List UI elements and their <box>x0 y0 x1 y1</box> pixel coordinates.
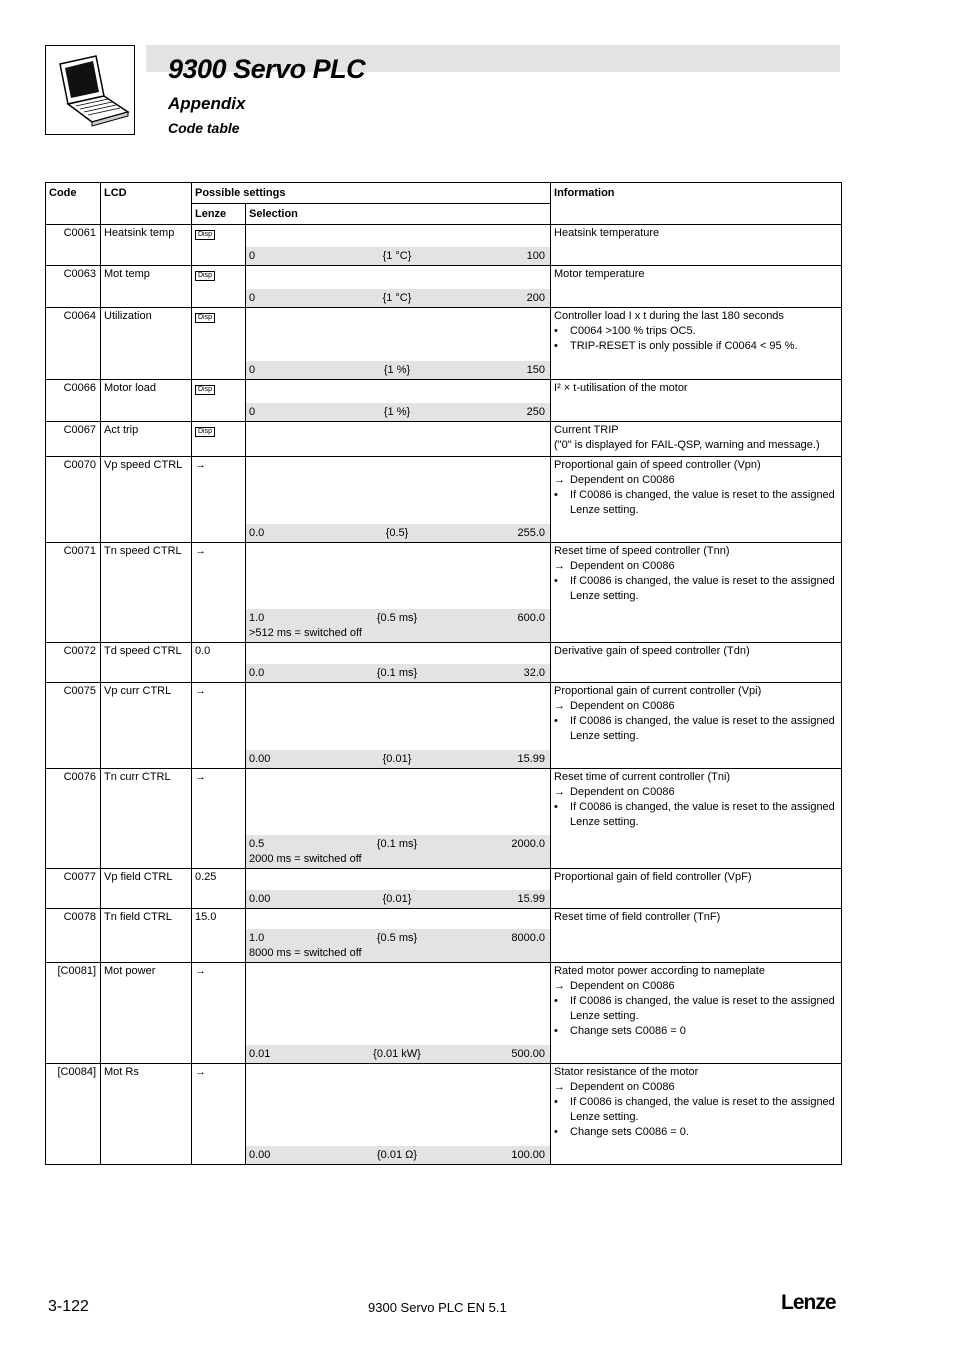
information-cell <box>551 1064 842 1165</box>
selection-spacer <box>246 1064 550 1146</box>
lenze-value: → <box>195 1066 206 1078</box>
selection-spacer <box>246 308 550 361</box>
header-possible-settings: Possible settings <box>192 183 551 204</box>
bullet-marker: • <box>554 1126 558 1138</box>
information-cell <box>551 308 842 380</box>
lenze-value: → <box>195 965 206 977</box>
selection-range <box>246 609 550 642</box>
selection-cell <box>246 457 551 543</box>
selection-wrap <box>246 1064 550 1164</box>
bullet-marker: • <box>554 489 558 501</box>
info-list-item <box>554 488 838 518</box>
info-list-item <box>554 559 838 574</box>
selection-spacer <box>246 963 550 1045</box>
lenze-cell <box>192 422 246 457</box>
info-line: Reset time of speed controller (Tnn) <box>554 545 730 557</box>
info-list-item <box>554 785 838 800</box>
range-note: >512 ms = switched off <box>249 627 362 639</box>
info-text: If C0086 is changed, the value is reset to the assigned Lenze setting. <box>570 715 835 742</box>
table-row <box>46 963 842 1064</box>
info-list-item <box>554 800 838 830</box>
range-max: 500.00 <box>511 1048 546 1060</box>
arrow-marker: → <box>554 560 566 572</box>
lenze-value: 0.25 <box>195 871 217 883</box>
selection-spacer <box>246 869 550 890</box>
table-row <box>46 769 842 869</box>
range-step: {1 °C} <box>382 292 412 304</box>
info-line: Reset time of field controller (TnF) <box>554 911 721 923</box>
selection-cell <box>246 643 551 683</box>
code-cell: C0076 <box>46 769 101 869</box>
page-title: 9300 Servo PLC <box>168 54 366 84</box>
lenze-cell <box>192 457 246 543</box>
information-cell <box>551 643 842 683</box>
range-min: 0.5 <box>249 838 265 850</box>
info-text: Dependent on C0086 <box>570 560 675 572</box>
information-cell <box>551 963 842 1064</box>
range-step: {1 %} <box>383 364 411 376</box>
header-information: Information <box>551 183 842 225</box>
table-row <box>46 422 842 457</box>
info-text: If C0086 is changed, the value is reset to the assigned Lenze setting. <box>570 801 835 828</box>
selection-cell <box>246 683 551 769</box>
disp-badge: Disp <box>195 271 215 281</box>
info-text: C0064 >100 % trips OC5. <box>570 325 696 337</box>
bullet-marker: • <box>554 1096 558 1108</box>
code-cell: C0071 <box>46 543 101 643</box>
table-row <box>46 543 842 643</box>
table-row <box>46 643 842 683</box>
table-row <box>46 909 842 963</box>
info-text: If C0086 is changed, the value is reset to the assigned Lenze setting. <box>570 1096 835 1123</box>
information-cell <box>551 769 842 869</box>
table-row <box>46 308 842 380</box>
selection-range <box>246 361 550 379</box>
code-cell: C0070 <box>46 457 101 543</box>
selection-spacer <box>246 266 550 289</box>
info-text: Change sets C0086 = 0 <box>570 1025 686 1037</box>
selection-cell <box>246 909 551 963</box>
lcd-cell: Tn field CTRL <box>101 909 192 963</box>
lcd-cell: Vp speed CTRL <box>101 457 192 543</box>
information-cell <box>551 543 842 643</box>
selection-range <box>246 750 550 768</box>
info-line: Proportional gain of speed controller (Vpn) <box>554 459 761 471</box>
information-cell <box>551 909 842 963</box>
lcd-cell: Utilization <box>101 308 192 380</box>
range-max: 32.0 <box>523 667 546 679</box>
info-list-item <box>554 574 838 604</box>
selection-wrap <box>246 266 550 307</box>
selection-range <box>246 890 550 908</box>
document-id: 9300 Servo PLC EN 5.1 <box>368 1300 507 1315</box>
range-max: 8000.0 <box>511 932 546 944</box>
range-min: 0.00 <box>249 753 271 765</box>
range-step: {1 °C} <box>382 250 412 262</box>
bullet-marker: • <box>554 575 558 587</box>
selection-wrap <box>246 308 550 379</box>
selection-wrap <box>246 869 550 908</box>
info-list-item <box>554 1024 838 1039</box>
info-line: Current TRIP <box>554 424 619 436</box>
selection-wrap <box>246 683 550 768</box>
header-lenze: Lenze <box>192 204 246 225</box>
selection-spacer <box>246 643 550 664</box>
range-step: {0.1 ms} <box>376 838 418 850</box>
code-cell: C0064 <box>46 308 101 380</box>
range-note: 2000 ms = switched off <box>249 853 362 865</box>
table-row <box>46 266 842 308</box>
information-cell <box>551 457 842 543</box>
lenze-cell <box>192 643 246 683</box>
lenze-cell <box>192 683 246 769</box>
lenze-cell <box>192 225 246 266</box>
information-cell <box>551 422 842 457</box>
code-cell: C0075 <box>46 683 101 769</box>
selection-wrap <box>246 457 550 542</box>
selection-wrap <box>246 909 550 962</box>
lenze-cell <box>192 266 246 308</box>
info-line: Stator resistance of the motor <box>554 1066 699 1078</box>
code-cell: C0061 <box>46 225 101 266</box>
information-cell <box>551 380 842 422</box>
selection-spacer <box>246 543 550 609</box>
lenze-cell <box>192 963 246 1064</box>
information-cell <box>551 266 842 308</box>
range-min: 0.0 <box>249 667 265 679</box>
range-min: 0.01 <box>249 1048 271 1060</box>
selection-cell <box>246 225 551 266</box>
selection-spacer <box>246 225 550 247</box>
disp-badge: Disp <box>195 230 215 240</box>
range-step: {0.01} <box>382 753 412 765</box>
lenze-value: → <box>195 459 206 471</box>
lcd-cell: Tn speed CTRL <box>101 543 192 643</box>
bullet-marker: • <box>554 995 558 1007</box>
information-cell <box>551 869 842 909</box>
selection-cell <box>246 869 551 909</box>
disp-badge: Disp <box>195 313 215 323</box>
lenze-value: 0.0 <box>195 645 211 657</box>
range-max: 255.0 <box>517 527 546 539</box>
selection-spacer <box>246 380 550 403</box>
selection-wrap <box>246 380 550 421</box>
arrow-marker: → <box>554 700 566 712</box>
info-text: Change sets C0086 = 0. <box>570 1126 689 1138</box>
bullet-marker: • <box>554 1025 558 1037</box>
code-cell: C0072 <box>46 643 101 683</box>
selection-spacer <box>246 422 550 455</box>
range-step: {0.5 ms} <box>376 932 418 944</box>
info-line: Rated motor power according to nameplate <box>554 965 765 977</box>
info-list-item <box>554 1080 838 1095</box>
selection-cell <box>246 380 551 422</box>
range-step: {0.1 ms} <box>376 667 418 679</box>
info-list-item <box>554 1095 838 1125</box>
range-max: 100.00 <box>511 1149 546 1161</box>
range-step: {0.01 Ω} <box>376 1149 418 1161</box>
range-min: 0 <box>249 292 256 304</box>
disp-badge: Disp <box>195 385 215 395</box>
range-min: 0 <box>249 250 256 262</box>
range-min: 0.0 <box>249 527 265 539</box>
arrow-marker: → <box>554 474 566 486</box>
lcd-cell: Heatsink temp <box>101 225 192 266</box>
lenze-cell <box>192 308 246 380</box>
lenze-value: → <box>195 771 206 783</box>
range-step: {0.5 ms} <box>376 612 418 624</box>
range-max: 200 <box>526 292 546 304</box>
info-line: Controller load I x t during the last 180 seconds <box>554 310 784 322</box>
info-text: If C0086 is changed, the value is reset to the assigned Lenze setting. <box>570 489 835 516</box>
selection-range <box>246 524 550 542</box>
range-min: 0 <box>249 364 256 376</box>
selection-range <box>246 247 550 265</box>
lcd-cell: Mot Rs <box>101 1064 192 1165</box>
info-line: Motor temperature <box>554 268 645 280</box>
arrow-marker: → <box>554 786 566 798</box>
range-max: 150 <box>526 364 546 376</box>
range-step: {1 %} <box>383 406 411 418</box>
brand-logo: Lenze <box>781 1291 836 1314</box>
subsection-title: Code table <box>168 120 240 136</box>
selection-cell <box>246 266 551 308</box>
range-step: {0.01} <box>382 893 412 905</box>
selection-spacer <box>246 909 550 929</box>
info-line: Derivative gain of speed controller (Tdn) <box>554 645 750 657</box>
range-min: 1.0 <box>249 932 265 944</box>
selection-range <box>246 835 550 868</box>
range-max: 2000.0 <box>511 838 546 850</box>
range-max: 250 <box>526 406 546 418</box>
selection-cell <box>246 308 551 380</box>
selection-cell <box>246 963 551 1064</box>
range-max: 100 <box>526 250 546 262</box>
info-text: If C0086 is changed, the value is reset to the assigned Lenze setting. <box>570 995 835 1022</box>
selection-range <box>246 403 550 421</box>
info-list-item <box>554 979 838 994</box>
selection-wrap <box>246 643 550 682</box>
lcd-cell: Td speed CTRL <box>101 643 192 683</box>
code-cell: [C0084] <box>46 1064 101 1165</box>
table-row <box>46 1064 842 1165</box>
arrow-marker: → <box>554 1081 566 1093</box>
info-list-item <box>554 994 838 1024</box>
info-list-item <box>554 473 838 488</box>
code-cell: [C0081] <box>46 963 101 1064</box>
range-min: 0.00 <box>249 1149 271 1161</box>
info-line: I² × t-utilisation of the motor <box>554 382 688 394</box>
info-list-item <box>554 324 838 339</box>
selection-wrap <box>246 543 550 642</box>
lenze-cell <box>192 869 246 909</box>
selection-wrap <box>246 225 550 265</box>
info-text: Dependent on C0086 <box>570 474 675 486</box>
table-row <box>46 225 842 266</box>
selection-wrap <box>246 769 550 868</box>
range-min: 0.00 <box>249 893 271 905</box>
info-line: Reset time of current controller (Tni) <box>554 771 731 783</box>
code-cell: C0067 <box>46 422 101 457</box>
info-line: Heatsink temperature <box>554 227 660 239</box>
table-row <box>46 457 842 543</box>
selection-spacer <box>246 457 550 524</box>
code-cell: C0077 <box>46 869 101 909</box>
lenze-value: → <box>195 685 206 697</box>
range-note: 8000 ms = switched off <box>249 947 362 959</box>
disp-badge: Disp <box>195 427 215 437</box>
table-row <box>46 683 842 769</box>
lenze-value: → <box>195 545 206 557</box>
lcd-cell: Vp curr CTRL <box>101 683 192 769</box>
table-row <box>46 869 842 909</box>
range-max: 15.99 <box>517 753 546 765</box>
info-line: Proportional gain of current controller (Vpi) <box>554 685 762 697</box>
lenze-cell <box>192 769 246 869</box>
info-text: TRIP-RESET is only possible if C0064 < 95 %. <box>570 340 798 352</box>
arrow-marker: → <box>554 980 566 992</box>
laptop-icon <box>46 46 134 134</box>
code-table <box>45 182 842 1165</box>
selection-cell <box>246 422 551 457</box>
selection-spacer <box>246 683 550 750</box>
information-cell <box>551 683 842 769</box>
info-list-item <box>554 339 838 354</box>
range-step: {0.5} <box>385 527 409 539</box>
lcd-cell: Mot power <box>101 963 192 1064</box>
range-max: 15.99 <box>517 893 546 905</box>
lcd-cell: Vp field CTRL <box>101 869 192 909</box>
header-lcd: LCD <box>101 183 192 225</box>
info-text: Dependent on C0086 <box>570 1081 675 1093</box>
info-list-item <box>554 714 838 744</box>
lenze-cell <box>192 543 246 643</box>
code-cell: C0078 <box>46 909 101 963</box>
lcd-cell: Act trip <box>101 422 192 457</box>
bullet-marker: • <box>554 715 558 727</box>
code-cell: C0066 <box>46 380 101 422</box>
lenze-value: 15.0 <box>195 911 217 923</box>
laptop-logo <box>45 45 135 135</box>
section-title: Appendix <box>168 94 246 113</box>
page-number: 3-122 <box>48 1298 89 1315</box>
range-min: 1.0 <box>249 612 265 624</box>
bullet-marker: • <box>554 340 558 352</box>
info-text: If C0086 is changed, the value is reset to the assigned Lenze setting. <box>570 575 835 602</box>
selection-spacer <box>246 769 550 835</box>
info-text: Dependent on C0086 <box>570 786 675 798</box>
lcd-cell: Motor load <box>101 380 192 422</box>
info-list-item <box>554 699 838 714</box>
range-step: {0.01 kW} <box>373 1048 421 1060</box>
lcd-cell: Tn curr CTRL <box>101 769 192 869</box>
selection-range <box>246 1045 550 1063</box>
selection-cell <box>246 769 551 869</box>
lenze-cell <box>192 909 246 963</box>
lenze-cell <box>192 1064 246 1165</box>
selection-wrap <box>246 963 550 1063</box>
info-text: Dependent on C0086 <box>570 700 675 712</box>
info-text: Dependent on C0086 <box>570 980 675 992</box>
selection-cell <box>246 543 551 643</box>
lcd-cell: Mot temp <box>101 266 192 308</box>
info-line: Proportional gain of field controller (VpF) <box>554 871 752 883</box>
selection-range <box>246 1146 550 1164</box>
selection-range <box>246 289 550 307</box>
selection-range <box>246 929 550 962</box>
info-list-item <box>554 1125 838 1140</box>
info-line: ("0" is displayed for FAIL-QSP, warning and message.) <box>554 439 820 451</box>
range-min: 0 <box>249 406 256 418</box>
bullet-marker: • <box>554 325 558 337</box>
bullet-marker: • <box>554 801 558 813</box>
range-max: 600.0 <box>517 612 546 624</box>
table-row <box>46 380 842 422</box>
selection-wrap <box>246 422 550 455</box>
header-code: Code <box>46 183 101 225</box>
selection-cell <box>246 1064 551 1165</box>
header-selection: Selection <box>246 204 551 225</box>
selection-range <box>246 664 550 682</box>
information-cell <box>551 225 842 266</box>
lenze-cell <box>192 380 246 422</box>
code-cell: C0063 <box>46 266 101 308</box>
